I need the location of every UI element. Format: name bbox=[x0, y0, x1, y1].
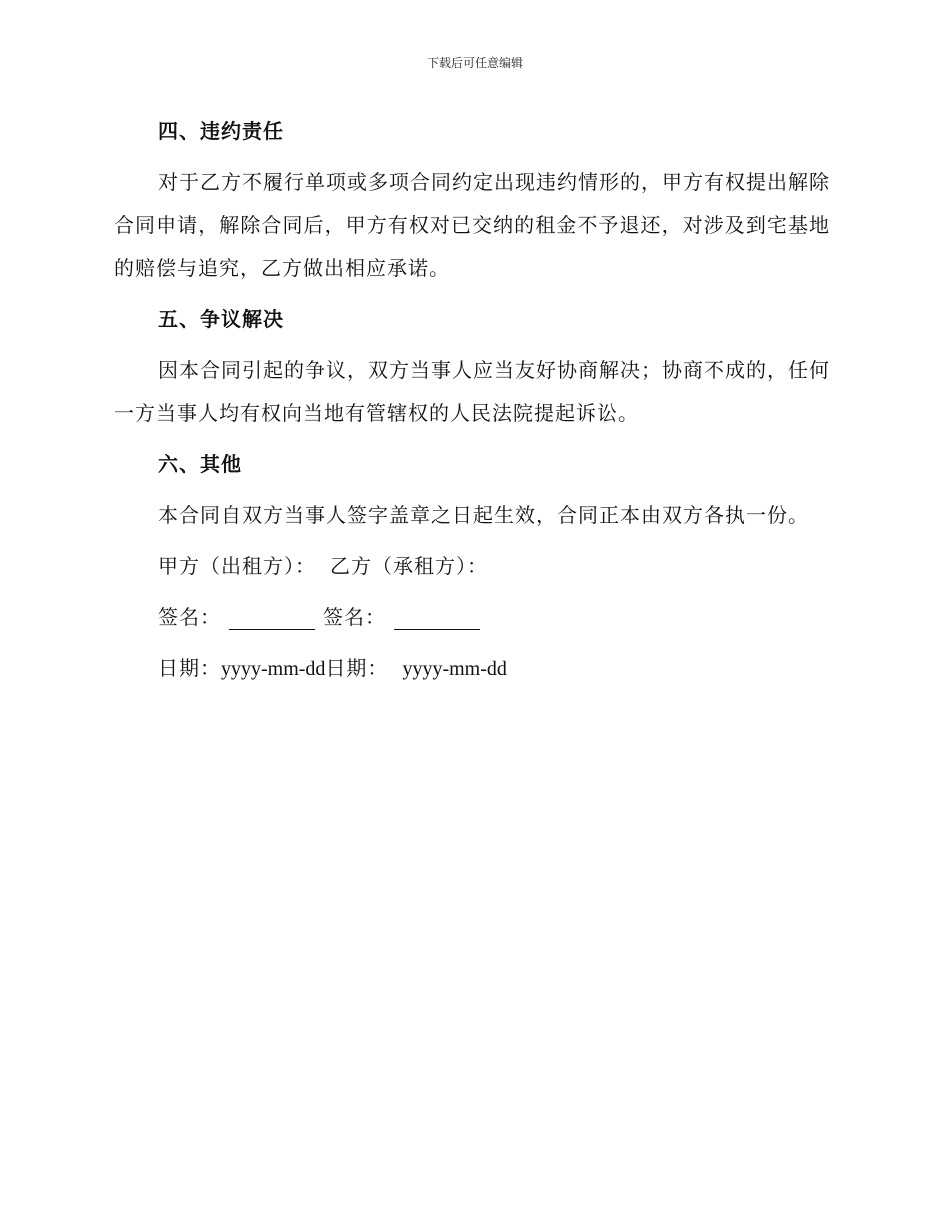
section-body-dispute: 因本合同引起的争议，双方当事人应当友好协商解决；协商不成的，任何一方当事人均有权向当地有管辖权的人民法院提起诉讼。 bbox=[114, 358, 830, 425]
sign-label-a: 签名： bbox=[158, 605, 221, 629]
date-value-a[interactable]: yyyy-mm-dd bbox=[221, 658, 326, 680]
date-label-a: 日期： bbox=[158, 656, 221, 680]
signature-blank-b[interactable] bbox=[394, 603, 480, 630]
date-line bbox=[114, 647, 830, 690]
party-line bbox=[114, 545, 830, 588]
section-heading-dispute: 五、争议解决 bbox=[158, 307, 284, 331]
header-note: 下载后可任意编辑 bbox=[426, 56, 523, 70]
sign-label-b: 签名： bbox=[323, 605, 386, 629]
date-label-b: 日期： bbox=[325, 656, 389, 680]
section-heading-other: 六、其他 bbox=[158, 452, 242, 476]
party-a-label: 甲方（出租方）： bbox=[158, 554, 316, 578]
date-value-b[interactable]: yyyy-mm-dd bbox=[402, 658, 507, 680]
document-content bbox=[114, 110, 830, 698]
section-heading-breach: 四、违约责任 bbox=[158, 119, 284, 143]
section-body-breach: 对于乙方不履行单项或多项合同约定出现违约情形的，甲方有权提出解除合同申请，解除合同后，甲方有权对已交纳的租金不予退还，对涉及到宅基地的赔偿与追究，乙方做出相应承诺。 bbox=[114, 170, 830, 280]
signature-blank-a[interactable] bbox=[229, 603, 315, 630]
signature-line bbox=[114, 596, 830, 639]
party-b-label: 乙方（承租方）： bbox=[330, 554, 488, 578]
section-body-other: 本合同自双方当事人签字盖章之日起生效，合同正本由双方各执一份。 bbox=[158, 503, 809, 527]
